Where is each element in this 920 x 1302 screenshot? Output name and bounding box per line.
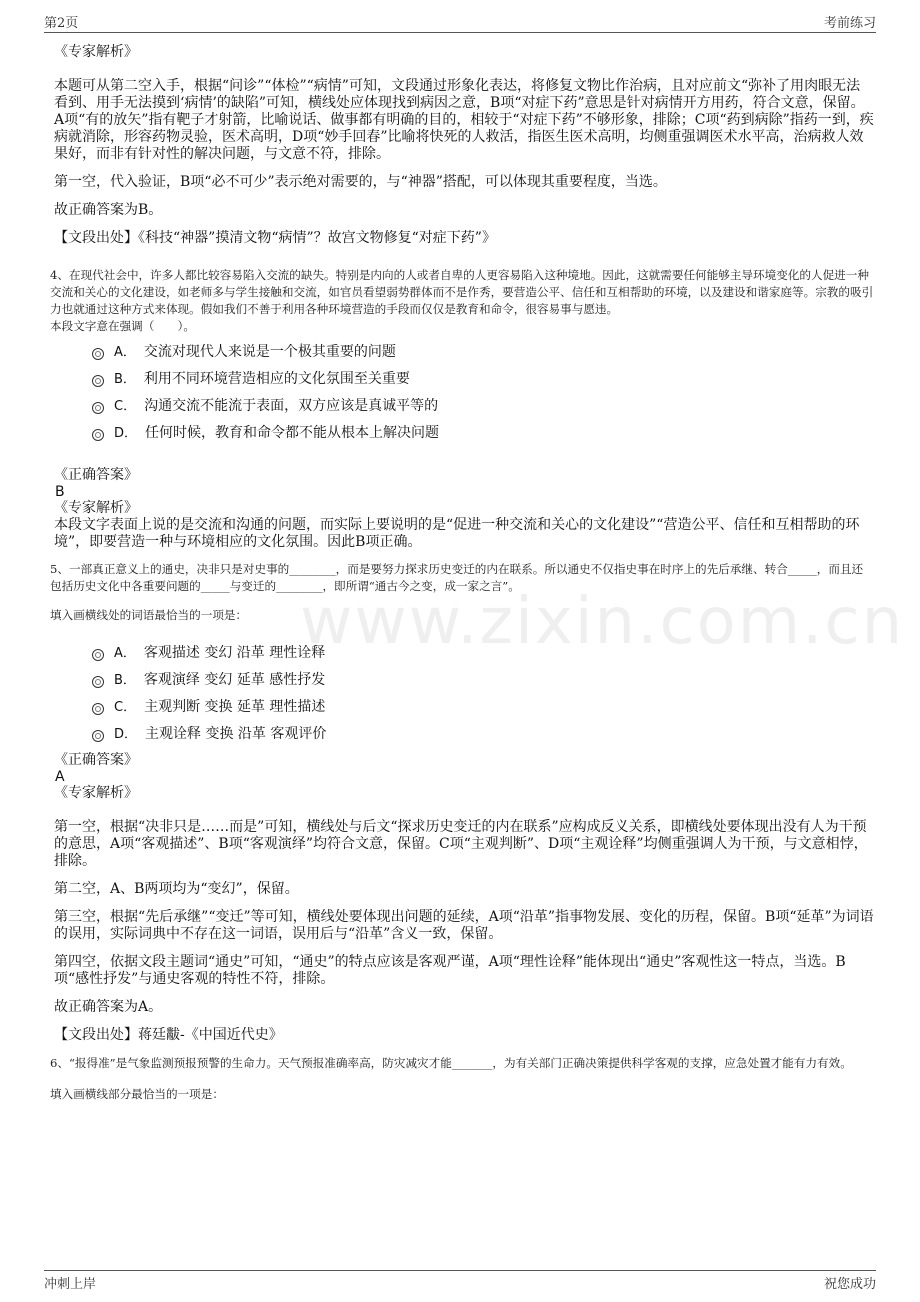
- option-c[interactable]: [92, 692, 874, 719]
- analysis-paragraph: 第一空，代入验证，B项“必不可少”表示绝对需要的，与“神器”搭配，可以体现其重要程度，当选。: [54, 174, 667, 190]
- question-4: [50, 267, 874, 551]
- option-b[interactable]: [92, 364, 874, 391]
- correct-answer: A: [55, 769, 65, 785]
- option-text: 客观演绎 变幻 延革 感性抒发: [143, 671, 326, 688]
- option-a[interactable]: [92, 638, 874, 665]
- option-text: 沟通交流不能流于表面，双方应该是真诚平等的: [144, 397, 439, 414]
- option-letter: B．: [114, 372, 136, 387]
- option-a[interactable]: [92, 337, 874, 364]
- expert-analysis-label: 《专家解析》: [54, 44, 138, 60]
- radio-icon[interactable]: [92, 348, 104, 360]
- option-text: 客观描述 变幻 沿革 理性诠释: [143, 644, 326, 661]
- question-prompt: 填入画横线处的词语最恰当的一项是：: [50, 608, 248, 622]
- question-stem: 4、在现代社会中，许多人都比较容易陷入交流的缺失。特别是内向的人或者自卑的人更容易陷入这种境地。因此，这就需要任何能够主导环境变化的人促进一种交流和关心的文化建设，如老师多与学生接触和交流，如官员看望弱势群体而不是作秀，要营造公平、信任和互相帮助的环境，以及建设和谐家庭等。宗教的吸引力也就通过这种方式来体现。假如我们不善于利用各种环境营造的手段而仅仅是教育和命令，很容易事与愿违。: [50, 268, 874, 316]
- radio-icon[interactable]: [92, 730, 104, 742]
- page-footer: [44, 1270, 876, 1293]
- question-5: [50, 561, 874, 1044]
- option-text: 任何时候，教育和命令都不能从根本上解决问题: [145, 424, 440, 441]
- option-letter: A．: [114, 646, 136, 661]
- option-text: 利用不同环境营造相应的文化氛围至关重要: [143, 370, 410, 387]
- page-number: 第2页: [44, 16, 79, 31]
- option-letter: D．: [114, 727, 138, 742]
- analysis-paragraph: 第二空，A、B两项均为“变幻”，保留。: [54, 881, 299, 897]
- option-text: 主观判断 变换 延革 理性描述: [144, 698, 326, 715]
- analysis-paragraph: 第三空，根据“先后承继”“变迁”等可知，横线处要体现出问题的延续，A项“沿革”指事物发展、变化的历程，保留。B项“延革”为词语的误用，实际词典中不存在这一词语，误用后与“沿革”含义一致，保留。: [54, 909, 874, 942]
- question-stem: 6、“报得准”是气象监测预报预警的生命力。天气预报准确率高，防灾减灾才能_______，为有关部门正确决策提供科学客观的支撑，应急处置才能有力有效。: [50, 1056, 852, 1070]
- question-stem: 5、一部真正意义上的通史，决非只是对史事的________，而是要努力探求历史变迁的内在联系。所以通史不仅指史事在时序上的先后承继、转合_____，而且还包括历史文化中各重要问题的_____与变迁的________，即所谓“通古今之变，成一家之言”。: [50, 562, 864, 593]
- question-prompt: 本段文字意在强调（ ）。: [50, 319, 195, 333]
- option-letter: B．: [114, 673, 136, 688]
- page-content: [50, 44, 874, 1103]
- option-letter: C．: [114, 399, 137, 414]
- answer-statement: 故正确答案为A。: [54, 999, 163, 1015]
- footer-right: 祝您成功: [823, 1277, 876, 1292]
- radio-icon[interactable]: [92, 429, 104, 441]
- option-b[interactable]: [92, 665, 874, 692]
- option-d[interactable]: [92, 719, 874, 746]
- expert-analysis-label: 《专家解析》: [54, 500, 138, 516]
- question-6: [50, 1055, 874, 1103]
- question-3-analysis: [54, 44, 874, 247]
- page-header: [44, 12, 876, 33]
- option-text: 交流对现代人来说是一个极其重要的问题: [143, 343, 396, 360]
- option-text: 主观诠释 变换 沿革 客观评价: [145, 725, 327, 742]
- analysis-paragraph: 第一空，根据“决非只是……而是”可知，横线处与后文“探求历史变迁的内在联系”应构成反义关系，即横线处要体现出没有人为干预的意思，A项“客观描述”、B项“客观演绎”均符合文意，保留。C项“主观判断”、D项“主观诠释”均侧重强调人为干预，与文意相悖，排除。: [54, 819, 868, 869]
- radio-icon[interactable]: [92, 375, 104, 387]
- option-letter: A．: [114, 345, 136, 360]
- watermark: www.zixin.com.cn: [300, 585, 905, 659]
- radio-icon[interactable]: [92, 676, 104, 688]
- analysis-paragraph: 本段文字表面上说的是交流和沟通的问题，而实际上要说明的是“促进一种交流和关心的文化建设”“营造公平、信任和互相帮助的环境”，即要营造一种与环境相应的文化氛围。因此B项正确。: [54, 517, 860, 550]
- option-letter: D．: [114, 426, 138, 441]
- analysis-paragraph: 本题可从第二空入手，根据“问诊”“体检”“病情”可知，文段通过形象化表达，将修复文物比作治病，且对应前文“弥补了用肉眼无法看到、用手无法摸到‘病情’的缺陷”可知，横线处应体现找到病因之意，B项“对症下药”意思是针对病情开方用药，符合文意，保留。A项“有的放矢”指有靶子才射箭，比喻说话、做事都有明确的目的，相较于“对症下药”不够形象，排除；C项“药到病除”指药一到，疾病就消除，形容药物灵验，医术高明，D项“妙手回春”比喻将快死的人救活，指医生医术高明，均侧重强调医术水平高，治病救人效果好，而非有针对性的解决问题，与文意不符，排除。: [54, 78, 874, 162]
- footer-left: 冲刺上岸: [44, 1277, 97, 1292]
- option-d[interactable]: [92, 418, 874, 445]
- answer-statement: 故正确答案为B。: [54, 202, 163, 218]
- radio-icon[interactable]: [92, 649, 104, 661]
- source-citation: 【文段出处】《科技“神器”摸清文物“病情”？故宫文物修复“对症下药”》: [54, 230, 496, 246]
- question-prompt: 填入画横线部分最恰当的一项是：: [50, 1087, 224, 1101]
- correct-answer-label: 《正确答案》: [54, 752, 138, 768]
- correct-answer: B: [55, 484, 65, 500]
- option-letter: C．: [114, 700, 137, 715]
- expert-analysis-label: 《专家解析》: [54, 785, 138, 801]
- analysis-paragraph: 第四空，依据文段主题词“通史”可知，“通史”的特点应该是客观严谨，A项“理性诠释”能体现出“通史”客观性这一特点，当选。B项“感性抒发”与通史客观的特性不符，排除。: [54, 954, 846, 987]
- correct-answer-label: 《正确答案》: [54, 467, 138, 483]
- option-c[interactable]: [92, 391, 874, 418]
- radio-icon[interactable]: [92, 703, 104, 715]
- radio-icon[interactable]: [92, 402, 104, 414]
- source-citation: 【文段出处】蒋廷黻-《中国近代史》: [54, 1027, 283, 1043]
- header-title: 考前练习: [823, 16, 876, 31]
